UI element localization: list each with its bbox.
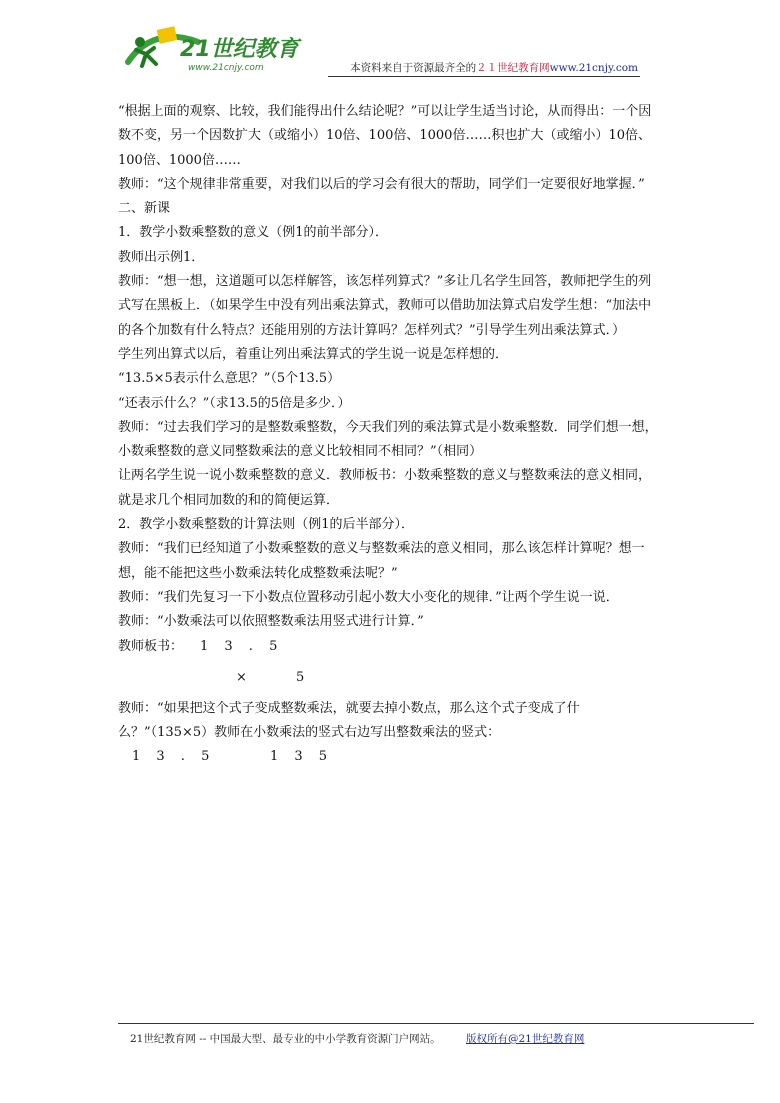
calc-multiplier: 5 [296, 669, 305, 685]
paragraph: 教师：“小数乘法可以依照整数乘法用竖式进行计算．” [118, 614, 424, 630]
paragraph: 教师：“我们已经知道了小数乘整数的意义与整数乘法的意义相同，那么该怎样计算呢？想一想，能不能把这些小数乘法转化成整数乘法呢？” [118, 541, 645, 581]
page-footer [130, 1031, 584, 1046]
paragraph: 教师：“如果把这个式子变成整数乘法，就要去掉小数点，那么这个式子变成了什么？”（135×5）教师在小数乘法的竖式右边写出整数乘法的竖式： [118, 700, 580, 740]
header-url[interactable]: www.21cnjy.com [549, 62, 638, 74]
paragraph: 教师：“我们先复习一下小数点位置移动引起小数大小变化的规律．”让两个学生说一说． [118, 589, 619, 605]
document-body [118, 100, 663, 776]
header-divider [328, 76, 640, 77]
svg-text:21世纪教育: 21世纪教育 [180, 37, 299, 62]
footer-text: 21世纪教育网 -- 中国最大型、最专业的中小学教育资源门户网站。 [130, 1033, 441, 1045]
decimal-calc: 1 3 . 5 [132, 749, 216, 765]
page-header [118, 22, 640, 76]
item-heading: 1．教学小数乘整数的意义（例1的前半部分）． [118, 225, 389, 241]
paragraph: “还表示什么？”（求13.5的5倍是多少．） [118, 395, 351, 411]
paragraph: 教师：“想一想，这道题可以怎样解答，该怎样列算式？”多让几名学生回答，教师把学生的列式写在黑板上．（如果学生中没有列出乘法算式，教师可以借助加法算式启发学生想：“加法中的各个加数有什么特点？还能用别的方法计算吗？怎样列式？”引导学生列出乘法算式．） [118, 274, 652, 338]
paragraph: “根据上面的观察、比较，我们能得出什么结论呢？”可以让学生适当讨论，从而得出：一个因数不变，另一个因数扩大（或缩小）10倍、100倍、1000倍……积也扩大（或缩小）10倍、100倍、1000倍…… [118, 104, 652, 168]
paragraph: “13.5×5表示什么意思？”（5个13.5） [118, 371, 341, 387]
integer-calc: 1 3 5 [270, 749, 334, 765]
item-heading: 2．教学小数乘整数的计算法则（例1的后半部分）． [118, 517, 415, 533]
paragraph: 学生列出算式以后，着重让列出乘法算式的学生说一说是怎样想的． [118, 346, 509, 362]
board-label: 教师板书： [118, 638, 184, 654]
footer-divider [118, 1023, 754, 1024]
header-source-note: 本资料来自于资源最齐全的２１世纪教育网www.21cnjy.com [350, 62, 638, 74]
board-calc-row [118, 666, 663, 697]
copyright-link[interactable]: 版权所有@21世纪教育网 [465, 1033, 585, 1045]
compare-calc-row [118, 745, 663, 776]
paragraph: 教师：“过去我们学习的是整数乘整数，今天我们列的乘法算式是小数乘整数．同学们想一想，小数乘整数的意义同整数乘法的意义比较相同不相同？”（相同） [118, 419, 658, 460]
svg-text:www.21cnjy.com: www.21cnjy.com [188, 63, 264, 73]
paragraph: 教师出示例1． [118, 249, 205, 265]
paragraph: 教师：“这个规律非常重要，对我们以后的学习会有很大的帮助，同学们一定要很好地掌握．” [118, 176, 645, 192]
board-calc-row [118, 635, 663, 666]
header-brand[interactable]: ２１世纪教育网 [476, 62, 550, 74]
site-logo [118, 22, 318, 76]
paragraph: 让两名学生说一说小数乘整数的意义．教师板书：小数乘整数的意义与整数乘法的意义相同，就是求几个相同加数的和的简便运算． [118, 468, 652, 508]
section-heading: 二、新课 [118, 201, 171, 217]
calc-top-number: 1 3 . 5 [200, 638, 284, 654]
calc-multiply-sign: × [236, 669, 247, 685]
